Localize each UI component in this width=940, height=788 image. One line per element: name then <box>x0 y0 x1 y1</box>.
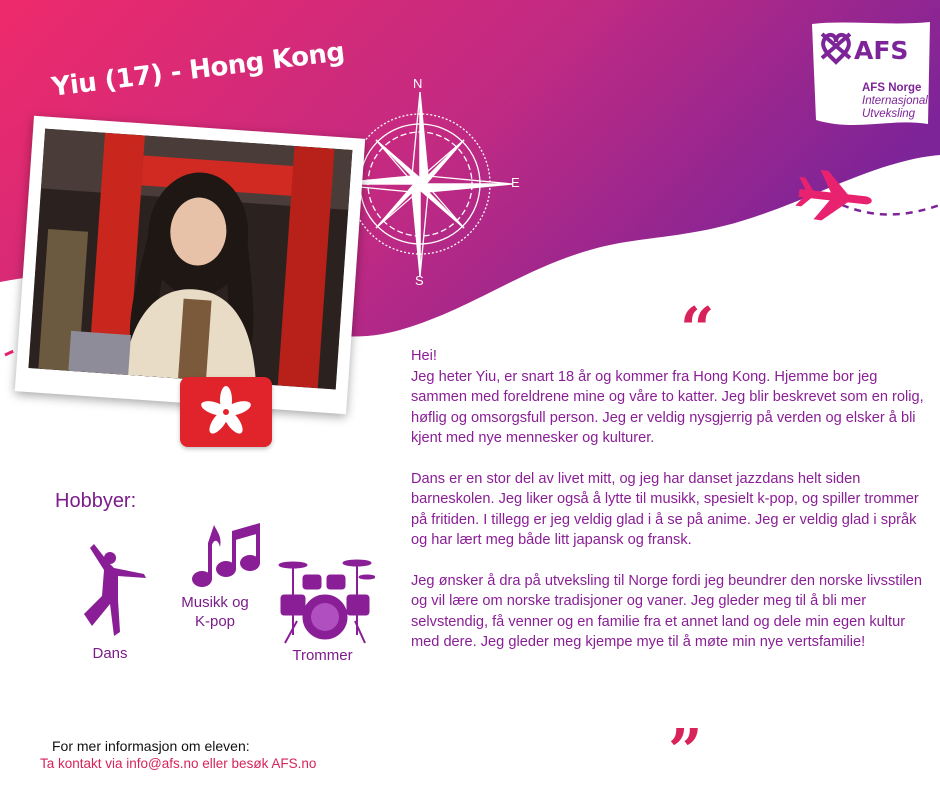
hobby-label-musikk: Musikk og K-pop <box>181 594 249 630</box>
drum-kit-icon <box>275 555 375 645</box>
quote-paragraph-3: Jeg ønsker å dra på utveksling til Norge fordi jeg beundrer den norske livsstilen og vil lære om norske tradisjoner og vaner. Jeg gleder meg til å bli mer selvstendig, få venner og en familie fra et annet land og dele min egen kultur med dere. Jeg gleder meg kjempe mye til å møte min nye vertsfamilie! <box>411 572 923 650</box>
hobby-label-dans: Dans <box>92 645 128 662</box>
quote-paragraph-2: Dans er en stor del av livet mitt, og jeg har danset jazzdans helt siden barneskolen. Jeg liker også å lytte til musikk, spesielt k-pop, og spiller trommer på fritiden. I tillegg er jeg veldig glad i å se på anime. Jeg er veldig glad i språk og har lært meg både litt japansk og fransk. <box>411 470 919 548</box>
logo-line1: AFS Norge <box>862 82 922 94</box>
quote-text <box>411 346 933 673</box>
logo-brand: AFS <box>854 36 909 65</box>
contact-link[interactable]: Ta kontakt via info@afs.no eller besøk AFS.no <box>40 756 317 771</box>
open-quote-mark: “ <box>680 295 715 365</box>
afs-logo <box>808 20 934 140</box>
close-quote-mark: ” <box>668 717 703 787</box>
student-title: Yiu (17) - Hong Kong <box>50 37 347 103</box>
compass-e: E <box>511 175 520 190</box>
dancer-icon <box>74 540 154 640</box>
compass-n: N <box>413 76 423 91</box>
hong-kong-flag-icon <box>180 377 272 447</box>
hobbies-heading: Hobbyer: <box>55 490 137 512</box>
hobby-label-trommer: Trommer <box>292 647 353 664</box>
logo-line3: Utveksling <box>862 108 916 120</box>
logo-line2: Internasjonal <box>862 95 928 107</box>
student-photo-frame <box>15 116 365 414</box>
compass-rose <box>340 76 520 286</box>
compass-s: S <box>415 273 424 288</box>
quote-paragraph-1: Hei! Jeg heter Yiu, er snart 18 år og kommer fra Hong Kong. Hjemme bor jeg sammen med foreldrene mine og våre to katter. Jeg blir beskrevet som en rolig, høflig og omsorgsfull person. Jeg er veldig nysgjerrig på verden og elsker å bli kjent med nye mennesker og kulturer. <box>411 348 924 446</box>
music-notes-icon <box>188 515 263 595</box>
student-photo <box>28 129 352 390</box>
contact-heading: For mer informasjon om eleven: <box>52 738 250 754</box>
